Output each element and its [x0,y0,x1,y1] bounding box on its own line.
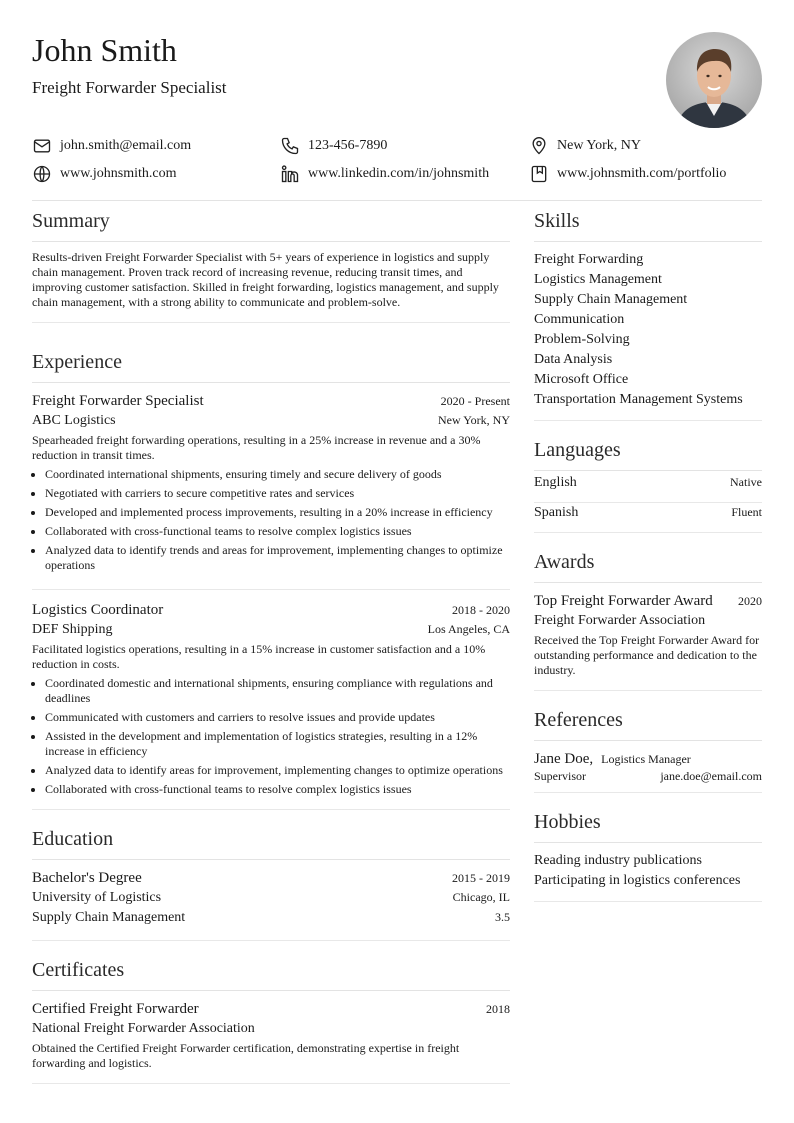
location-pin-icon [529,136,549,156]
job-bullet: • Analyzed data to identify areas for improvement, implementing changes to optimize operations [45,763,510,778]
language-row [534,473,762,503]
job-bullet: • Developed and implemented process improvements, resulting in a 20% increase in efficiency [45,505,510,520]
skill-item: Supply Chain Management [534,292,688,307]
job-location: Los Angeles, CA [427,622,510,636]
gpa: 3.5 [495,910,510,924]
contact-phone[interactable] [280,134,387,158]
phone-icon [280,136,300,156]
job-location: New York, NY [437,413,510,427]
language-row [534,503,762,532]
contact-portfolio[interactable] [529,162,726,186]
job-role: Logistics Coordinator [32,602,164,618]
skill-item: Data Analysis [534,352,613,367]
education-dates: 2015 - 2019 [452,871,510,885]
skill-item: Problem-Solving [534,332,630,347]
contact-email[interactable] [32,134,191,158]
certificates-heading: Certificates [32,949,510,991]
mail-icon [32,136,52,156]
job-company: DEF Shipping [32,622,113,637]
skill-item: Communication [534,312,625,327]
job-bullet: • Collaborated with cross-functional teams to resolve complex logistics issues [45,782,510,797]
job-bullet: • Collaborated with cross-functional teams to resolve complex logistics issues [45,524,510,539]
summary-text: Results-driven Freight Forwarder Specialist with 5+ years of experience in logistics and supply chain management. Proven track record of increasing revenue, reducing transit times, and improving customer satisfaction. Skilled in freight forwarding, logistics management, and supply chain management, with a strong ability to communicate and problem-solve. [32,250,499,309]
language-name: English [534,475,577,490]
portfolio-text: www.johnsmith.com/portfolio [557,166,727,181]
job-dates: 2020 - Present [440,394,510,408]
job-summary: Facilitated logistics operations, resulting in a 15% increase in customer satisfaction and a 10% reduction in costs. [32,642,486,671]
job-bullet: • Coordinated international shipments, ensuring timely and secure delivery of goods [45,467,510,482]
profile-photo [666,32,762,128]
reference-email[interactable]: jane.doe@email.com [660,769,762,783]
job-role: Freight Forwarder Specialist [32,393,204,409]
skill-item: Logistics Management [534,272,662,287]
job-bullet: • Analyzed data to identify trends and areas for improvement, implementing changes to optimize operations [45,543,510,573]
job-bullet: • Assisted in the development and implementation of logistics strategies, resulting in a 12% increase in efficiency [45,729,510,759]
email-text: john.smith@email.com [60,138,192,153]
contact-info [32,134,762,190]
candidate-name: John Smith [32,32,177,68]
job-summary: Spearheaded freight forwarding operations, resulting in a 25% increase in revenue and a 30% reduction in transit times. [32,433,481,462]
summary-section [32,200,510,323]
job-entry [32,391,510,590]
certificate-issuer: National Freight Forwarder Association [32,1021,255,1036]
languages-heading: Languages [534,429,762,471]
experience-section [32,341,510,810]
certificates-section [32,949,510,1084]
field-of-study: Supply Chain Management [32,910,186,925]
reference-name: Jane Doe, [534,751,594,767]
awards-heading: Awards [534,541,762,583]
reference-role: Logistics Manager [601,752,691,766]
award-issuer: Freight Forwarder Association [534,613,706,628]
experience-heading: Experience [32,341,510,383]
hobby-item: Reading industry publications [534,853,702,868]
reference-relation: Supervisor [534,769,586,783]
hobby-item: Participating in logistics conferences [534,873,741,888]
job-bullet: • Communicated with customers and carriers to resolve issues and provide updates [45,710,510,725]
job-company: ABC Logistics [32,413,116,428]
job-bullet: • Negotiated with carriers to secure competitive rates and services [45,486,510,501]
education-location: Chicago, IL [452,890,510,904]
location-text: New York, NY [557,138,642,153]
phone-text: 123-456-7890 [308,138,388,153]
job-bullet: • Coordinated domestic and international shipments, ensuring compliance with regulations and deadlines [45,676,510,706]
award-year: 2020 [738,594,762,608]
languages-section [534,429,762,533]
job-bullets [32,467,510,573]
hobbies-section [534,801,762,902]
awards-section [534,541,762,691]
job-dates: 2018 - 2020 [452,603,510,617]
globe-icon [32,164,52,184]
skill-item: Freight Forwarding [534,252,644,267]
school: University of Logistics [32,890,162,905]
skills-section [534,200,762,421]
linkedin-icon [280,164,300,184]
language-name: Spanish [534,505,579,520]
certificate-description: Obtained the Certified Freight Forwarder certification, demonstrating expertise in freight forwarding and logistics. [32,1041,460,1070]
contact-website[interactable] [32,162,177,186]
job-entry [32,590,510,810]
contact-linkedin[interactable] [280,162,489,186]
references-heading: References [534,699,762,741]
hobbies-heading: Hobbies [534,801,762,843]
education-section [32,818,510,941]
skill-item: Microsoft Office [534,372,629,387]
certificate-name: Certified Freight Forwarder [32,1001,199,1017]
right-column [534,200,762,902]
degree: Bachelor's Degree [32,870,142,886]
language-level: Native [730,475,762,489]
language-level: Fluent [731,505,762,519]
linkedin-text: www.linkedin.com/in/johnsmith [308,166,490,181]
education-heading: Education [32,818,510,860]
job-bullets [32,676,510,797]
skill-item: Transportation Management Systems [534,392,743,407]
website-text: www.johnsmith.com [60,166,177,181]
candidate-title: Freight Forwarder Specialist [32,78,227,97]
summary-heading: Summary [32,200,510,242]
contact-location [529,134,641,158]
bookmark-icon [529,164,549,184]
award-description: Received the Top Freight Forwarder Award for outstanding performance and dedication to the industry. [534,633,760,677]
references-section [534,699,762,793]
skills-heading: Skills [534,200,762,242]
left-column [32,200,510,1084]
certificate-year: 2018 [486,1002,510,1016]
award-name: Top Freight Forwarder Award [534,593,713,609]
